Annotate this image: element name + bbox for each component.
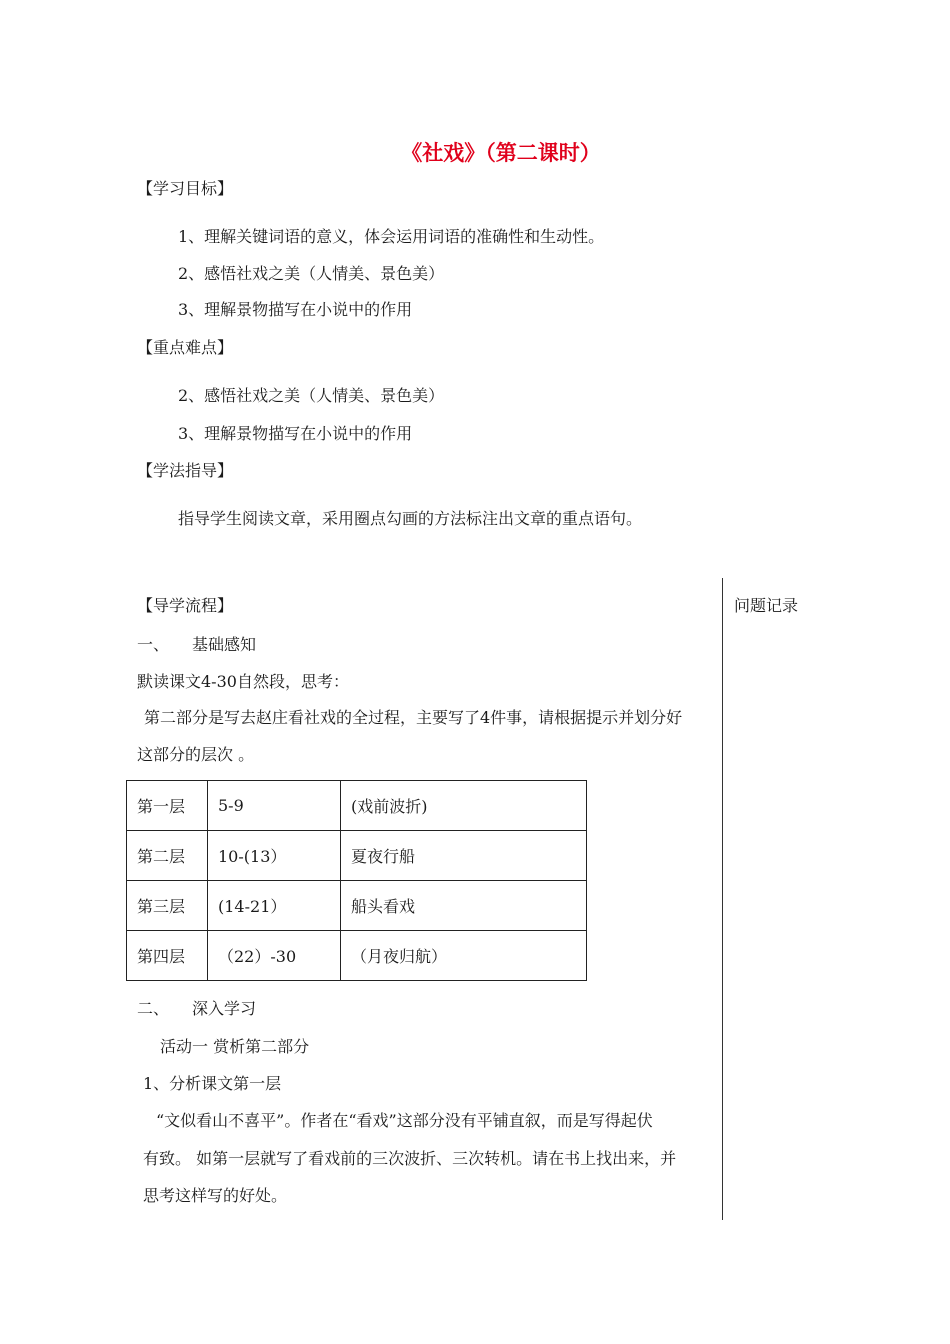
table-row (127, 881, 587, 931)
layer-cell: 第三层 (127, 881, 208, 931)
range-cell: 5-9 (208, 781, 341, 831)
layer-cell: 第一层 (127, 781, 208, 831)
range-cell: （22）-30 (208, 931, 341, 981)
event-cell: 船头看戏 (341, 881, 587, 931)
key-points-heading: 【重点难点】 (137, 338, 234, 357)
paragraph-line: 第二部分是写去赵庄看社戏的全过程，主要写了4件事，请根据提示并划分好 (144, 708, 683, 727)
table-row (127, 781, 587, 831)
paragraph-line: 这部分的层次 。 (137, 745, 255, 764)
section2-title: 深入学习 (192, 999, 257, 1018)
layers-table (126, 780, 587, 981)
section1-number: 一、 (137, 635, 170, 654)
range-cell: (14-21） (208, 881, 341, 931)
layer-cell: 第四层 (127, 931, 208, 981)
objectives-heading: 【学习目标】 (137, 179, 234, 198)
section2-number: 二、 (137, 999, 170, 1018)
event-cell: （月夜归航） (341, 931, 587, 981)
subsection-label: 1、分析课文第一层 (143, 1074, 282, 1093)
instruction-text: 默读课文4-30自然段，思考： (137, 672, 349, 691)
column-divider (722, 578, 723, 1220)
page-title: 《社戏》（第二课时） (401, 141, 601, 165)
objective-item: 3、理解景物描写在小说中的作用 (178, 300, 413, 319)
activity-label: 活动一 赏析第二部分 (160, 1037, 310, 1056)
body-line: 有致。 如第一层就写了看戏前的三次波折、三次转机。请在书上找出来，并 (143, 1149, 677, 1168)
table-row (127, 831, 587, 881)
table-row (127, 931, 587, 981)
key-point-item: 2、感悟社戏之美（人情美、景色美） (178, 386, 445, 405)
objective-item: 1、理解关键词语的意义，体会运用词语的准确性和生动性。 (178, 227, 605, 246)
event-cell: 夏夜行船 (341, 831, 587, 881)
event-cell: (戏前波折) (341, 781, 587, 831)
question-record-label: 问题记录 (734, 596, 799, 615)
method-heading: 【学法指导】 (137, 461, 234, 480)
section1-title: 基础感知 (192, 635, 257, 654)
layer-cell: 第二层 (127, 831, 208, 881)
flow-heading: 【导学流程】 (137, 596, 234, 615)
body-line: 思考这样写的好处。 (143, 1186, 288, 1205)
objective-item: 2、感悟社戏之美（人情美、景色美） (178, 264, 445, 283)
range-cell: 10-(13） (208, 831, 341, 881)
method-text: 指导学生阅读文章，采用圈点勾画的方法标注出文章的重点语句。 (178, 509, 643, 528)
body-line: “文似看山不喜平”。作者在“看戏”这部分没有平铺直叙，而是写得起伏 (156, 1111, 653, 1130)
key-point-item: 3、理解景物描写在小说中的作用 (178, 424, 413, 443)
